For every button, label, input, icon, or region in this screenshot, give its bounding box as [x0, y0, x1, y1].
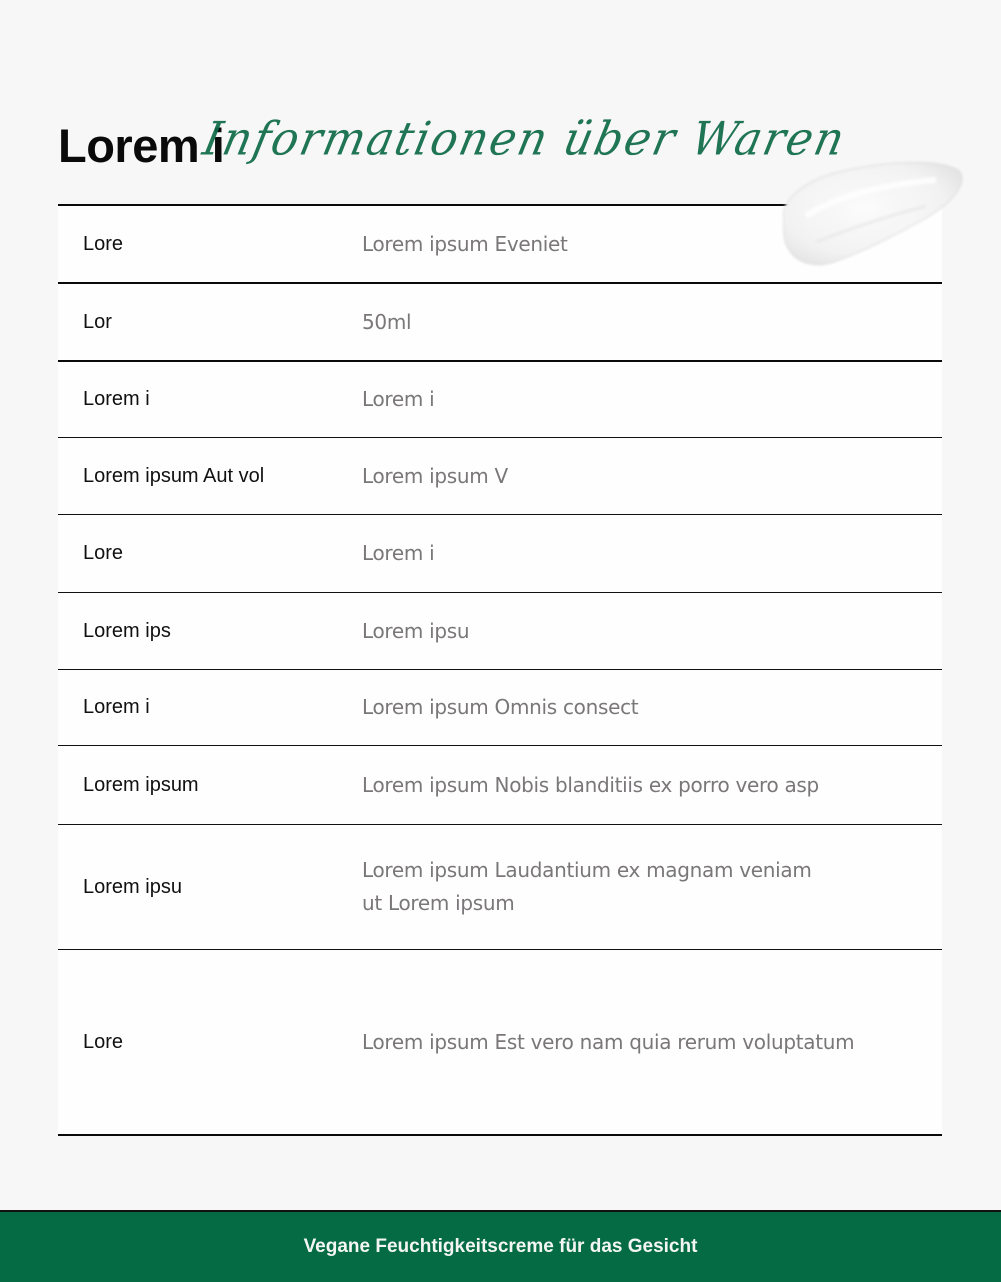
row-label: Lorem i — [83, 388, 150, 410]
row-value: Lorem ipsum Eveniet — [362, 231, 568, 256]
footer-text: Vegane Feuchtigkeitscreme für das Gesicht — [303, 1236, 698, 1257]
row-value: Lorem ipsum Omnis consect — [362, 695, 639, 719]
table-row — [58, 746, 942, 825]
row-value: Lorem ipsum V — [362, 463, 508, 488]
row-value: Lorem i — [362, 541, 435, 565]
row-label: Lore — [83, 232, 124, 255]
table-row — [58, 284, 942, 362]
title-prefix: Lorem i — [58, 119, 225, 172]
row-value: Lorem ipsum Est vero nam quia rerum voluptatum — [362, 1029, 855, 1054]
table-row — [58, 515, 942, 593]
table-row — [58, 825, 942, 950]
row-label: Lore — [83, 542, 124, 564]
row-label: Lorem ipsum Aut vol — [83, 464, 265, 487]
cream-smear-icon — [776, 156, 966, 268]
table-row — [58, 593, 942, 670]
row-label: Lorem i — [83, 696, 150, 718]
table-row — [58, 438, 942, 515]
row-label: Lor — [83, 310, 112, 333]
row-label: Lorem ips — [83, 619, 171, 642]
page-title — [58, 96, 851, 186]
row-value: 50ml — [362, 309, 412, 334]
table-row — [58, 670, 942, 746]
footer-banner — [0, 1210, 1001, 1282]
row-value: Lorem ipsum Nobis blanditiis ex porro vero asp — [362, 772, 819, 797]
row-value: Lorem ipsu — [362, 618, 470, 643]
row-label: Lore — [83, 1030, 124, 1053]
title-script: Informationen über Waren — [198, 112, 851, 167]
product-info-table — [58, 204, 942, 1136]
row-label: Lorem ipsu — [83, 875, 182, 898]
table-row — [58, 950, 942, 1136]
row-label: Lorem ipsum — [83, 773, 199, 796]
row-value: Lorem ipsum Laudantium ex magnam veniam ut Lorem ipsum — [362, 858, 812, 915]
row-value: Lorem i — [362, 387, 435, 411]
table-row — [58, 362, 942, 438]
